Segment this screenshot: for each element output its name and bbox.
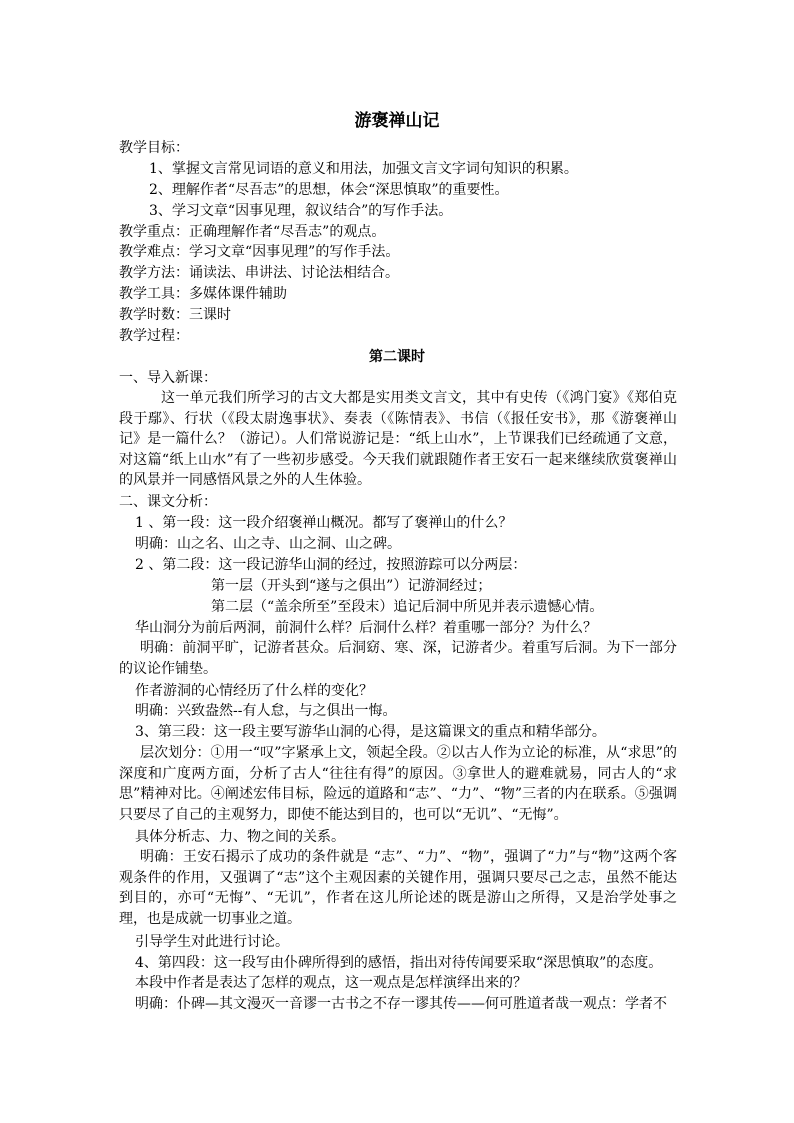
layer-2: 第二层（“盖余所至”至段末）追记后洞中所见并表示遗憾心情。 — [211, 599, 604, 615]
goal-item-3: 3、学习文章“因事见理，叙议结合”的写作手法。 — [149, 203, 453, 219]
teaching-hours: 教学时数：三课时 — [119, 307, 231, 323]
goal-item-1: 1、掌握文言常见词语的意义和用法，加强文言文字词句知识的积累。 — [149, 161, 578, 177]
analysis-answer: 明确：王安石揭示了成功的条件就是 “志”、“力”、“物”，强调了“力”与“物”这两个客观条件的作用，又强调了“志”这个主观因素的关键作用，强调只要尽己之志，虽然不能达到目的，亦可“无悔”、“无讥”，作者在这儿所论述的既是游山之所得，又是治学处事之理，也是成就一切事业之道。 — [119, 849, 677, 927]
difficulty: 教学难点：学习文章“因事见理”的写作手法。 — [119, 244, 400, 260]
paragraph-1-answer: 明确：山之名、山之寺、山之洞、山之碑。 — [135, 536, 401, 552]
paragraph-4-intro: 4、第四段：这一段写由仆碑所得到的感悟，指出对待传闻要采取“深思慎取”的态度。 — [135, 955, 663, 971]
layer-1: 第一层（开头到“遂与之俱出”）记游洞经过； — [211, 578, 492, 594]
lesson-heading: 第二课时 — [369, 349, 425, 365]
goal-item-2: 2、理解作者“尽吾志”的思想，体会“深思慎取”的重要性。 — [149, 182, 509, 198]
goals-heading: 教学目标： — [119, 140, 189, 156]
analysis-prompt: 具体分析志、力、物之间的关系。 — [135, 829, 345, 845]
cave-answer: 明确：前洞平旷，记游者甚众。后洞窈、寒、深，记游者少。着重写后洞。为下一部分的议论作铺垫。 — [119, 640, 677, 677]
paragraph-4-answer: 明确：仆碑—其文漫灭一音谬一古书之不存一谬其传——何可胜道者哉一观点：学者不 — [135, 996, 667, 1012]
intro-paragraph: 这一单元我们所学习的古文大都是实用类文言文，其中有史传（《鸿门宴》《郑伯克段于鄢》、行状（《段太尉逸事状》、奏表（《陈情表》、书信（《报任安书》，那《游褒禅山记》是一篇什么？（游记）。人们常说游记是：“纸上山水”，上节课我们已经疏通了文意，对这篇“纸上山水”有了一些初步感受。今天我们就跟随作者王安石一起来继续欣赏褒禅山的风景并一同感悟风景之外的人生体验。 — [119, 390, 677, 489]
mood-question: 作者游洞的心情经历了什么样的变化？ — [135, 683, 373, 699]
mood-answer: 明确：兴致盎然--有人怠，与之俱出一悔。 — [135, 703, 397, 719]
key-point: 教学重点：正确理解作者“尽吾志”的观点。 — [119, 224, 386, 240]
paragraph-3-intro: 3、第三段：这一段主要写游华山洞的心得，是这篇课文的重点和精华部分。 — [135, 724, 606, 740]
teaching-process: 教学过程： — [119, 328, 189, 344]
discussion-prompt: 引导学生对此进行讨论。 — [135, 934, 289, 950]
document-title: 游褒禅山记 — [354, 111, 440, 131]
teaching-tools: 教学工具：多媒体课件辅助 — [119, 286, 287, 302]
section-2-heading: 二、课文分析： — [119, 494, 217, 510]
teaching-method: 教学方法：诵读法、串讲法、讨论法相结合。 — [119, 265, 399, 281]
cave-question: 华山洞分为前后两洞，前洞什么样？后洞什么样？着重哪一部分？为什么？ — [135, 620, 597, 636]
paragraph-4-question: 本段中作者是表达了怎样的观点，这一观点是怎样演绎出来的？ — [135, 975, 527, 991]
paragraph-1-question: 1 、第一段：这一段介绍褒禅山概况。都写了褒禅山的什么？ — [135, 515, 513, 531]
paragraph-2-intro: 2 、第二段：这一段记游华山洞的经过，按照游踪可以分两层： — [135, 557, 527, 573]
layer-division-paragraph: 层次划分：①用一“叹”字紧承上文，领起全段。②以古人作为立论的标准，从“求思”的深度和广度两方面，分析了古人“往往有得”的原因。③拿世人的避难就易，同古人的“求思”精神对比。④阐述宏伟目标，险远的道路和“志”、“力”、“物”三者的内在联系。⑤强调只要尽了自己的主观努力，即使不能达到目的，也可以“无讥”、“无悔”。 — [119, 745, 677, 823]
section-1-heading: 一、导入新课： — [119, 370, 217, 386]
